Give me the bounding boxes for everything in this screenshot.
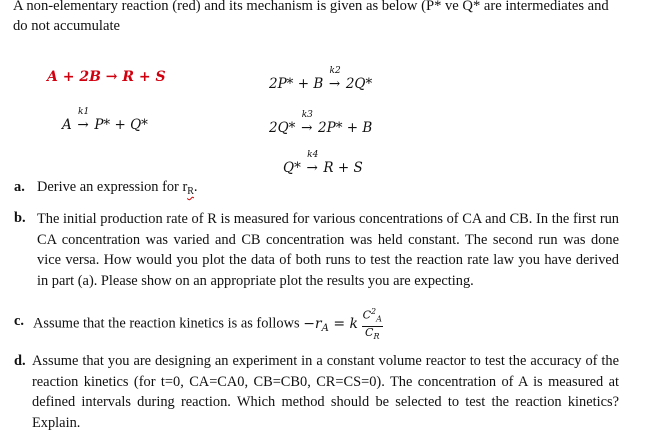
question-b-text: The initial production rate of R is measured for various concentrations of CA and CB. In the first run CA concentration was varied and CB concentration was held constant. The second run was done vice versa. How would you plot the data of both runs to test the reaction rate law you have derived in part (a). Please show on an appropriate plot the results you are expecting.: [37, 211, 619, 289]
step3-rate-constant: k3: [301, 110, 313, 120]
step4-arrow: k4 →: [306, 150, 319, 176]
step2-reactants: 2P* + B: [269, 76, 324, 92]
mechanism-step-4: [283, 150, 363, 176]
step1-rate-constant: k1: [78, 107, 90, 117]
step3-products: 2P* + B: [318, 120, 373, 136]
question-c-label: c.: [14, 313, 24, 329]
step4-rate-constant: k4: [307, 150, 319, 160]
intro-line-1: A non-elementary reaction (red) and its mechanism is given as below (P* ve Q* are intermediates and: [13, 0, 609, 14]
intro-line-2: do not accumulate: [13, 18, 120, 34]
step2-arrow: k2 →: [328, 66, 341, 92]
step3-arrow: k3 →: [301, 110, 313, 136]
overall-reaction: A + 2B → R + S: [47, 69, 166, 85]
step2-rate-constant: k2: [329, 66, 341, 76]
step3-reactants: 2Q*: [269, 120, 296, 136]
question-c-text: Assume that the reaction kinetics is as follows $-r_A = k$ $\frac{C^2_A}{C_R}$: [33, 307, 382, 341]
mechanism-step-2: [269, 66, 373, 92]
question-d-label: d.: [14, 353, 26, 369]
mechanism-step-1: [62, 107, 148, 133]
step4-reactant: Q*: [283, 160, 301, 176]
rate-expression: $-r_A = k$: [303, 315, 358, 334]
step4-products: R + S: [323, 160, 363, 176]
question-b-label: b.: [14, 210, 26, 226]
step1-arrow: k1 →: [77, 107, 90, 133]
question-a-label: a.: [14, 179, 25, 195]
step2-products: 2Q*: [345, 76, 373, 92]
question-a-text: Derive an expression for $r_R$.: [37, 179, 198, 197]
rate-fraction: $\frac{C^2_A}{C_R}$: [362, 307, 382, 341]
question-d-text: Assume that you are designing an experiment in a constant volume reactor to test the accuracy of the reaction kinetics (for t=0, CA=CA0, CB=CB0, CR=CS=0). The concentration of A is measured at defined intervals during reaction. Which method should be selected to test the reaction kinetics? Explain.: [32, 353, 619, 431]
step1-products: P* + Q*: [94, 117, 148, 133]
mechanism-step-3: [269, 110, 373, 136]
step1-reactant: A: [62, 117, 72, 133]
